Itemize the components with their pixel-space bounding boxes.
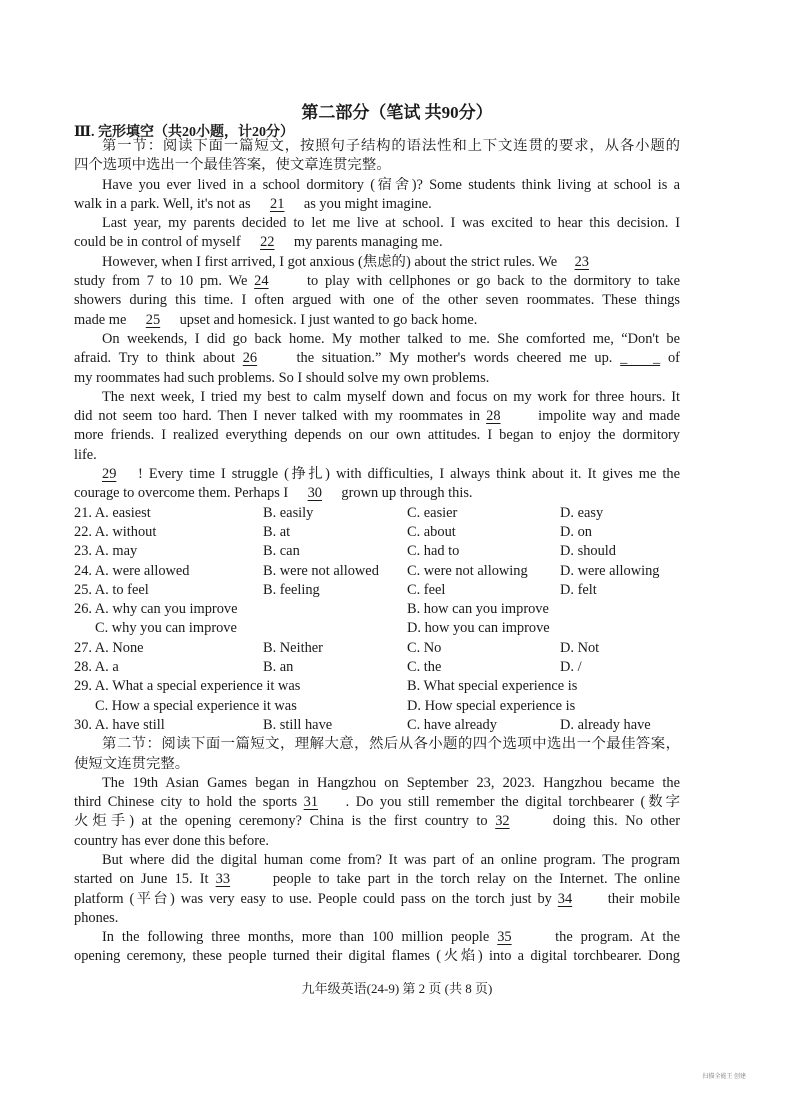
option-d[interactable]: D. felt (560, 581, 597, 598)
passage-line: Have you ever lived in a school dormitory (宿舍)? Some students think living at school is a (102, 176, 680, 193)
option-c[interactable]: C. had to (407, 543, 460, 560)
blank-33[interactable]: 33 (215, 871, 231, 888)
option-d[interactable]: D. how you can improve (407, 620, 550, 637)
option-c[interactable]: C. have already (407, 716, 497, 733)
blank-27[interactable]: _ _ (620, 350, 661, 367)
option-c[interactable]: C. why you can improve (95, 620, 237, 637)
passage-line: country has ever done this before. (74, 832, 270, 849)
instruction-line: 使短文连贯完整。 (74, 755, 190, 772)
passage-line: opening ceremony, these people turned their digital flames (火焰) into a digital torchbearer. Dong (74, 948, 680, 965)
option-c[interactable]: C. were not allowing (407, 562, 528, 579)
blank-32[interactable]: 32 (495, 813, 510, 830)
scanner-watermark: 扫描全能王 创建 (702, 1074, 746, 1080)
blank-34[interactable]: 34 (557, 890, 573, 907)
passage-line: However, when I first arrived, I got anxious (焦虑的) about the strict rules. We 23 (74, 253, 680, 272)
option-row (74, 504, 680, 523)
option-b[interactable]: B. feeling (263, 581, 320, 598)
option-b[interactable]: B. easily (263, 504, 314, 521)
option-d[interactable]: D. already have (560, 716, 651, 733)
passage-line: started on June 15. It 33 people to take part in the torch relay on the Internet. The online (74, 870, 680, 889)
passage-line: made me 25 upset and homesick. I just wanted to go back home. (74, 311, 680, 330)
exam-content (74, 137, 680, 967)
instruction-line: 第一节：阅读下面一篇短文，按照句子结构的语法性和上下文连贯的要求，从各小题的 (102, 138, 680, 154)
passage-line: showers during this time. I often argued with one of the other seven roommates. These things (74, 292, 680, 309)
option-c[interactable]: C. How a special experience it was (95, 697, 297, 714)
passage-line: The next week, I tried my best to calm myself down and focus on my work for three hours. It (102, 388, 680, 405)
passage-line: The 19th Asian Games began in Hangzhou on September 23, 2023. Hangzhou became the (102, 774, 680, 791)
passage-line: courage to overcome them. Perhaps I 30 grown up through this. (74, 484, 680, 503)
option-a[interactable]: 30. A. have still (74, 716, 165, 733)
passage-line: study from 7 to 10 pm. We 24 to play with cellphones or go back to the dormitory to take (74, 272, 680, 291)
instruction-line: 第二节：阅读下面一篇短文，理解大意，然后从各小题的四个选项中选出一个最佳答案， (102, 736, 680, 753)
option-row (74, 600, 680, 619)
blank-25[interactable]: 25 (145, 311, 161, 328)
blank-23[interactable]: 23 (574, 253, 589, 270)
option-a[interactable]: 27. A. None (74, 639, 144, 656)
blank-35[interactable]: 35 (497, 929, 512, 946)
option-b[interactable]: B. how can you improve (407, 601, 549, 618)
option-a[interactable]: 21. A. easiest (74, 504, 151, 521)
passage-line: platform (平台) was very easy to use. People could pass on the torch just by 34 their mobile (74, 890, 680, 909)
option-d[interactable]: D. were allowing (560, 562, 660, 579)
option-c[interactable]: C. feel (407, 581, 446, 598)
option-row (74, 581, 680, 600)
passage-line: more friends. I realized everything depends on our own attitudes. I began to enjoy the dormitory (74, 427, 680, 444)
blank-21[interactable]: 21 (270, 195, 285, 212)
option-row (74, 619, 680, 638)
option-c[interactable]: C. about (407, 523, 456, 540)
passage-line: In the following three months, more than 100 million people 35 the program. At the (74, 928, 680, 947)
section-heading: Ⅲ. 完形填空（共20小题，计20分） (74, 125, 295, 140)
option-a[interactable]: 23. A. may (74, 543, 138, 560)
passage-line: Last year, my parents decided to let me live at school. I was excited to hear this decision. I (102, 215, 680, 232)
option-c[interactable]: C. easier (407, 504, 458, 521)
page-footer: 九年级英语(24-9) 第 2 页 (共 8 页) (301, 981, 493, 996)
option-row (74, 562, 680, 581)
passage-line: did not seem too hard. Then I never talked with my roommates in 28 impolite way and made (74, 407, 680, 426)
passage-line: afraid. Try to think about 26 the situation.” My mother's words cheered me up. _ _ of (74, 349, 680, 368)
instruction-line: 四个选项中选出一个最佳答案，使文章连贯完整。 (74, 157, 391, 174)
passage-line: phones. (74, 909, 119, 926)
blank-22[interactable]: 22 (260, 234, 275, 251)
option-b[interactable]: B. were not allowed (263, 562, 379, 579)
option-b[interactable]: B. still have (263, 716, 333, 733)
option-b[interactable]: B. at (263, 523, 291, 540)
option-row (74, 697, 680, 716)
option-a[interactable]: 26. A. why can you improve (74, 601, 238, 618)
option-d[interactable]: D. easy (560, 504, 604, 521)
passage-line: my roommates had such problems. So I should solve my own problems. (74, 369, 490, 386)
option-row (74, 639, 680, 658)
blank-26[interactable]: 26 (242, 350, 258, 367)
option-d[interactable]: D. Not (560, 639, 600, 656)
passage-line: walk in a park. Well, it's not as 21 as you might imagine. (74, 195, 680, 214)
option-row (74, 542, 680, 561)
option-d[interactable]: D. should (560, 543, 616, 560)
option-row (74, 716, 680, 735)
option-d[interactable]: D. How special experience is (407, 697, 576, 714)
blank-29[interactable]: 29 (102, 466, 117, 483)
passage-line: could be in control of myself 22 my parents managing me. (74, 233, 680, 252)
blank-30[interactable]: 30 (307, 485, 322, 502)
option-c[interactable]: C. No (407, 639, 442, 656)
option-b[interactable]: B. an (263, 659, 294, 676)
page-title: 第二部分（笔试 共90分） (301, 103, 493, 122)
option-d[interactable]: D. / (560, 659, 582, 676)
option-row (74, 677, 680, 696)
blank-28[interactable]: 28 (486, 408, 501, 425)
option-b[interactable]: B. can (263, 543, 300, 560)
option-a[interactable]: 29. A. What a special experience it was (74, 678, 301, 695)
option-a[interactable]: 28. A. a (74, 659, 119, 676)
passage-line: third Chinese city to hold the sports 31 . Do you still remember the digital torchbearer (数字 (74, 793, 680, 812)
blank-24[interactable]: 24 (254, 273, 269, 290)
passage-line: But where did the digital human come from? It was part of an online program. The program (102, 851, 680, 868)
option-c[interactable]: C. the (407, 659, 442, 676)
option-row (74, 523, 680, 542)
blank-31[interactable]: 31 (303, 794, 319, 811)
option-a[interactable]: 25. A. to feel (74, 581, 149, 598)
passage-line: 29 ! Every time I struggle (挣扎) with difficulties, I always think about it. It gives me the (74, 465, 680, 484)
passage-line: On weekends, I did go back home. My mother talked to me. She comforted me, “Don't be (102, 330, 680, 347)
option-a[interactable]: 22. A. without (74, 523, 157, 540)
passage-line: life. (74, 446, 97, 463)
option-d[interactable]: D. on (560, 523, 592, 540)
option-b[interactable]: B. Neither (263, 639, 323, 656)
option-row (74, 658, 680, 677)
passage-line: 火炬手) at the opening ceremony? China is the first country to 32 doing this. No other (74, 812, 680, 831)
option-b[interactable]: B. What special experience is (407, 678, 578, 695)
option-a[interactable]: 24. A. were allowed (74, 562, 190, 579)
